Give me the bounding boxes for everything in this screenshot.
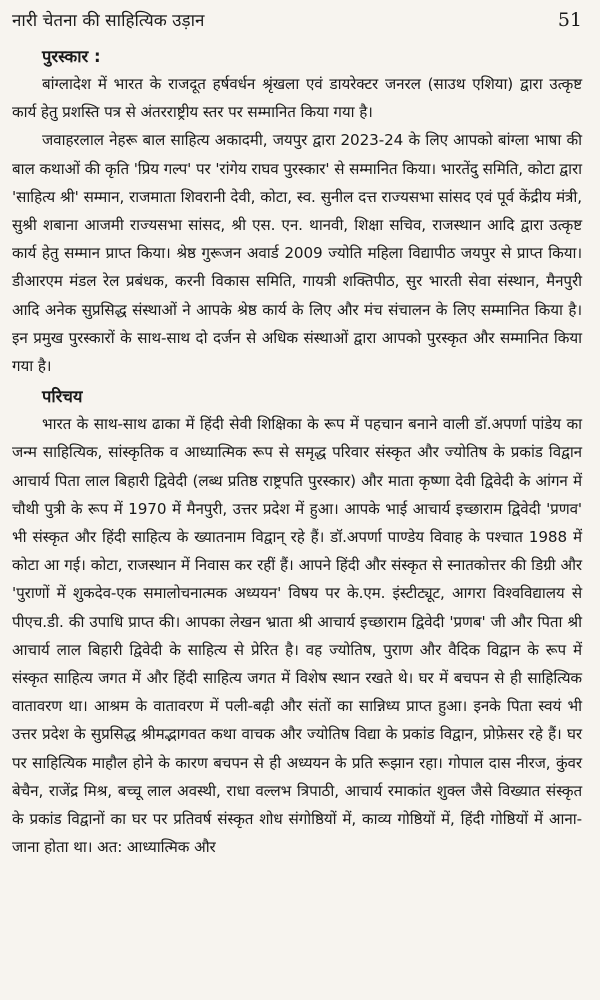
paragraph-award-2: जवाहरलाल नेहरू बाल साहित्य अकादमी, जयपुर द्वारा 2023-24 के लिए आपको बांग्ला भाषा की बाल कथाओं की कृति 'प्रिय गल्प' पर 'रांगेय राघव पुरस्कार' से सम्मानित किया। भारतेंदु समिति, कोटा द्वारा 'साहित्य श्री' सम्मान, राजमाता शिवरानी देवी, कोटा, स्व. सुनील दत्त राज्यसभा सांसद एवं पूर्व केंद्रीय मंत्री, सुश्री शबाना आजमी राज्यसभा सांसद, श्री एस. एन. थानवी, शिक्षा सचिव, राजस्थान आदि द्वारा उत्कृष्ट कार्य हेतु सम्मान प्राप्त किया। श्रेष्ठ गुरूजन अवार्ड 2009 ज्योति महिला विद्यापीठ जयपुर से प्राप्त किया। डीआरएम मंडल रेल प्रबंधक, करनी विकास समिति, गायत्री शक्तिपीठ, सुर भारती सेवा संस्थान, मैनपुरी आदि अनेक सुप्रसिद्ध संस्थाओं ने आपके श्रेष्ठ कार्य के लिए और मंच संचालन के लिए सम्मानित किया है। इन प्रमुख पुरस्कारों के साथ-साथ दो दर्जन से अधिक संस्थाओं द्वारा आपको पुरस्कृत और सम्मानित किया गया है। xyxy=(12,131,582,376)
header-title: नारी चेतना की साहित्यिक उड़ान xyxy=(12,11,205,31)
section-heading-award: पुरस्कार : xyxy=(42,47,101,66)
paragraph-introduction: भारत के साथ-साथ ढाका में हिंदी सेवी शिक्षिका के रूप में पहचान बनाने वाली डॉ.अपर्णा पांडेय का जन्म साहित्यिक, सांस्कृतिक व आध्यात्मिक रूप से समृद्ध परिवार संस्कृत और ज्योतिष के प्रकांड विद्वान आचार्य पिता लाल बिहारी द्विवेदी (लब्ध प्रतिष्ठ राष्ट्रपति पुरस्कार) और माता कृष्णा देवी द्विवेदी के आंगन में चौथी पुत्री के रूप में 1970 में मैनपुरी, उत्तर प्रदेश में हुआ। आपके भाई आचार्य इच्छाराम द्विवेदी 'प्रणव' भी संस्कृत और हिंदी साहित्य के ख्यातनाम विद्वान् रहे हैं। डॉ.अपर्णा पाण्डेय विवाह के पश्चात 1988 में कोटा आ गई। कोटा, राजस्थान में निवास कर रहीं हैं। आपने हिंदी और संस्कृत से स्नातकोत्तर की डिग्री और 'पुराणों में शुकदेव-एक समालोचनात्मक अध्ययन' विषय पर के.एम. इंस्टीट्यूट, आगरा विश्वविद्यालय से पीएच.डी. की उपाधि प्राप्त की। आपका लेखन भ्राता श्री आचार्य इच्छाराम द्विवेदी 'प्रणब' जी और पिता श्री आचार्य लाल बिहारी द्विवेदी के साहित्य से प्रेरित है। वह ज्योतिष, पुराण और वैदिक विद्वान के रूप में संस्कृत साहित्य जगत में और हिंदी साहित्य जगत में विशेष स्थान रखते थे। घर में बचपन से ही साहित्यिक वातावरण था। आश्रम के वातावरण में पली-बढ़ी और संतों का सान्निध्य प्राप्त हुआ। इनके पिता स्वयं भी उत्तर प्रदेश के सुप्रसिद्ध श्रीमद्भागवत कथा वाचक और ज्योतिष विद्या के प्रकांड विद्वान, प्रोफ़ेसर रहे हैं। घर पर साहित्यिक माहौल होने के कारण बचपन से ही अध्ययन के प्रति रूझान रहा। गोपाल दास नीरज, कुंवर बेचैन, राजेंद्र मिश्र, बच्चू लाल अवस्थी, राधा वल्लभ त्रिपाठी, आचार्य रमाकांत शुक्ल जैसे विख्यात संस्कृत के प्रकांड विद्वानों का घर पर प्रतिवर्ष संस्कृत शोध संगोष्ठियों में, काव्य गोष्ठियों में, हिंदी गोष्ठियों में आना-जाना होता था। अत: आध्यात्मिक और xyxy=(12,415,582,857)
page-number: 51 xyxy=(557,9,582,31)
running-header xyxy=(12,8,582,40)
paragraph-award-1: बांग्लादेश में भारत के राजदूत हर्षवर्धन श्रृंखला एवं डायरेक्टर जनरल (साउथ एशिया) द्वारा उत्कृष्ट कार्य हेतु प्रशस्ति पत्र से अंतरराष्ट्रीय स्तर पर सम्मानित किया गया है। xyxy=(12,75,582,122)
section-heading-introduction: परिचय xyxy=(42,387,83,407)
